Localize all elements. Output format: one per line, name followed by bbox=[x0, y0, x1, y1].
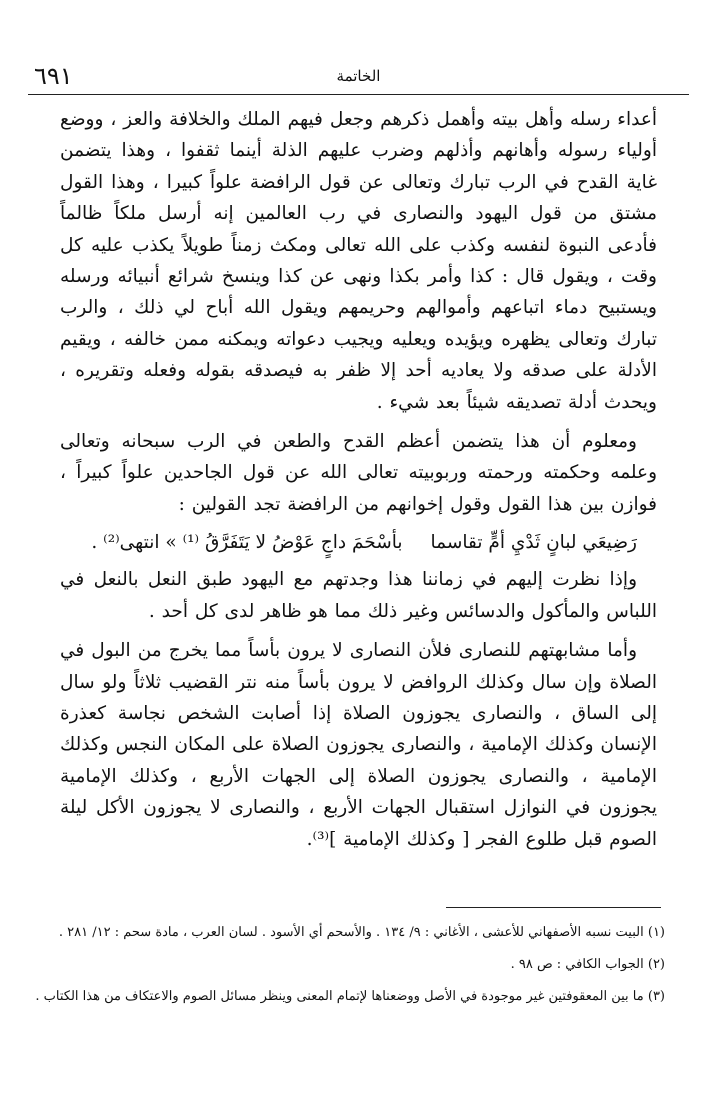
page-header bbox=[28, 60, 689, 95]
paragraph-1: أعداء رسله وأهل بيته وأهمل ذكرهم وجعل فيهم الملك والخلافة والعز ، ووضع أولياء رسوله وأهانهم وأذلهم وضرب عليهم الذلة أينما ثقفوا ، وهذا يتضمن غاية القدح في الرب تبارك وتعالى عن قول الرافضة علواً كبيرا ، وهذا القول مشتق من قول اليهود والنصارى في رب العالمين إنه أرسل ملكاً ظالماً فأدعى النبوة لنفسه وكذب على الله تعالى ومكث زمناً طويلاً يكذب عليه كل وقت ، ويقول قال : كذا وأمر بكذا ونهى عن كذا وينسخ شرائع أنبيائه ورسله ويستبيح دماء اتباعهم وأموالهم وحريمهم ويقول الله أباح لي ذلك ، والرب تبارك وتعالى يظهره ويؤيده ويعليه ويجيب دعواته ويمكنه ممن خالفه ، ويقيم الأدلة على صدقه ولا يعاديه أحد إلا ظفر به فيصدقه بقوله وفعله وتقريره ، ويحدث أدلة تصديقه شيئاً بعد شيء . bbox=[60, 109, 657, 413]
footnote-2: (٢) الجواب الكافي : ص ٩٨ . bbox=[510, 957, 665, 972]
paragraph-3: وإذا نظرت إليهم في زماننا هذا وجدتهم مع اليهود طبق النعل بالنعل في اللباس والمأكول والدسائس وغير ذلك مما هو ظاهر لدى كل أحد . bbox=[60, 569, 657, 622]
footnotes bbox=[35, 917, 665, 1013]
footnote-3: (٣) ما بين المعقوفتين غير موجودة في الأصل ووضعناها لإتمام المعنى وينظر مسائل الصوم والاعتكاف من هذا الكتاب . bbox=[35, 989, 665, 1004]
verse-note: ⁽¹⁾ » انتهى⁽²⁾ . bbox=[91, 532, 200, 554]
verse-hemistich-1: رَضِيعَي لبانٍ ثَدْيِ أمٍّ تقاسما bbox=[430, 532, 637, 554]
poetry-verse bbox=[60, 528, 657, 558]
main-text bbox=[60, 104, 657, 855]
verse-hemistich-2: بأسْحَمَ داجٍ عَوْضُ لا يَتَفَرَّقُ bbox=[204, 532, 403, 554]
page-number: ٦٩١ bbox=[34, 62, 73, 90]
footnote-1: (١) البيت نسبه الأصفهاني للأعشى ، الأغاني : ٩/ ١٣٤ . والأسحم أي الأسود . لسان العرب ، مادة سحم : ١٢/ ٢٨١ . bbox=[58, 925, 665, 940]
running-title: الخاتمة bbox=[336, 67, 381, 85]
footnote-separator bbox=[446, 907, 661, 908]
paragraph-4: وأما مشابهتهم للنصارى فلأن النصارى لا يرون بأساً مما يخرج من البول في الصلاة وإن سال وكذلك الروافض لا يرون بأساً منه نتر القضيب ثلاثاً ولو سال إلى الساق ، والنصارى يجوزون الصلاة إذا أصابت الشخص نجاسة كعذرة الإنسان وكذلك الإمامية ، والنصارى يجوزون الصلاة على المكان النجس وكذلك الإمامية ، والنصارى يجوزون الصلاة إلى الجهات الأربع ، وكذلك الإمامية يجوزون في النوازل استقبال الجهات الأربع ، والنصارى لا يجوزون الأكل ليلة الصوم قبل طلوع الفجر [ وكذلك الإمامية ]⁽³⁾. bbox=[60, 640, 657, 850]
paragraph-2: ومعلوم أن هذا يتضمن أعظم القدح والطعن في الرب سبحانه وتعالى وعلمه وحكمته ورحمته وربوبيته تعالى الله عن قول الجاحدين علواً كبيراً ، فوازن بين هذا القول وقول إخوانهم من الرافضة تجد القولين : bbox=[60, 431, 657, 515]
